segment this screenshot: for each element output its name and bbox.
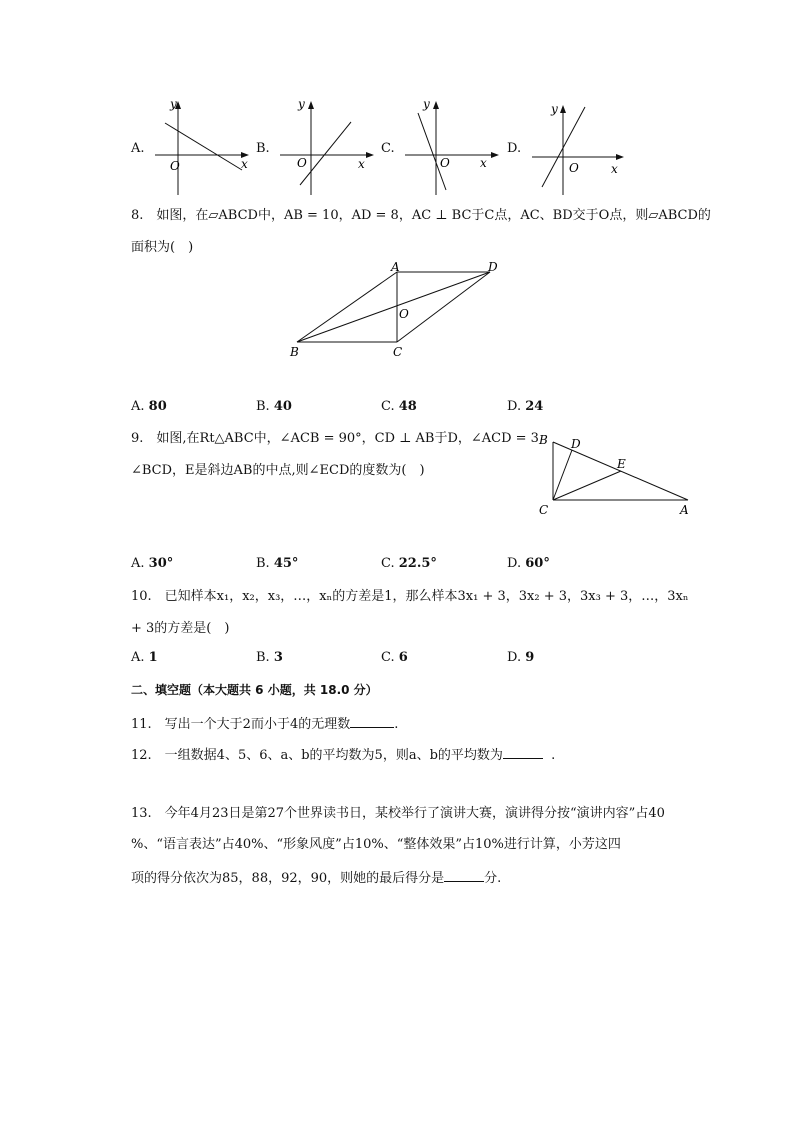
q13-text: 项的得分依次为85，88，92，90，则她的最后得分是 [131,871,445,886]
vertex-b-label: B [290,345,299,359]
axis-y-label: y [170,97,177,111]
q7-graph-c [400,95,505,200]
q9-option-d: D. 60° [507,556,550,571]
q13-end: 分. [484,871,502,886]
q7-option-a-label: A. [131,141,145,156]
q9-triangle-figure [535,430,700,520]
q12-end: . [551,748,556,763]
q12-text: 12. 一组数据4、5、6、a、b的平均数为5，则a、b的平均数为 [131,748,503,763]
vertex-a-label: A [391,260,400,274]
q10-option-d: D. 9 [507,650,535,665]
origin-label: O [170,159,180,173]
q7-option-c-label: C. [381,141,395,156]
q7-option-d-label: D. [507,141,522,156]
q8-option-a: A. 80 [131,399,167,414]
point-d-label: D [571,437,581,451]
q7-graph-b [275,95,380,200]
axis-x-label: x [611,162,618,176]
q7-options [0,95,794,205]
q7-graph-a [150,95,255,200]
q10-stem-line1: 10. 已知样本x₁，x₂，x₃，…，xₙ的方差是1，那么样本3x₁ + 3，3x₂ + 3，3x₃ + 3，…，3xₙ [131,589,689,604]
q10-stem-line2: + 3的方差是( ) [131,621,230,636]
q13-stem-line3 [131,867,501,888]
section-heading: 二、填空题（本大题共 6 小题，共 18.0 分） [131,683,378,697]
q12-answer-blank[interactable] [503,744,543,759]
q10-option-c: C. 6 [381,650,408,665]
q9-stem-line1: 9. 如图,在Rt△ABC中，∠ACB = 90°，CD ⊥ AB于D，∠ACD = 3 [131,431,539,446]
q11-end: . [394,717,399,732]
axis-y-label: y [423,97,430,111]
q8-option-d: D. 24 [507,399,544,414]
vertex-c-label: C [393,345,403,359]
point-o-label: O [399,307,409,321]
q9-option-b: B. 45° [256,556,299,571]
axis-x-label: x [358,157,365,171]
q13-stem-line1: 13. 今年4月23日是第27个世界读书日，某校举行了演讲大赛，演讲得分按“演讲内容”占40 [131,806,665,821]
q12-stem [131,744,555,765]
vertex-b-label: B [539,433,548,447]
q11-stem [131,713,398,734]
q11-text: 11. 写出一个大于2而小于4的无理数 [131,717,351,732]
q13-stem-line2: %、“语言表达”占40%、“形象风度”占10%、“整体效果”占10%进行计算，小芳这四 [131,837,621,852]
q10-option-a: A. 1 [131,650,158,665]
q7-graph-d [525,95,630,200]
q8-stem-line1: 8. 如图，在▱ABCD中，AB = 10，AD = 8，AC ⊥ BC于C点，AC、BD交于O点，则▱ABCD的 [131,208,711,223]
vertex-d-label: D [488,260,498,274]
q9-stem-line2: ∠BCD，E是斜边AB的中点,则∠ECD的度数为( ) [131,463,425,478]
q8-options [0,399,794,419]
axis-x-label: x [480,156,487,170]
origin-label: O [297,156,307,170]
q10-options [0,650,794,670]
q11-answer-blank[interactable] [350,713,394,728]
q8-option-b: B. 40 [256,399,292,414]
origin-label: O [569,161,579,175]
point-e-label: E [617,457,626,471]
axis-y-label: y [551,102,558,116]
axis-y-label: y [298,97,305,111]
axis-x-label: x [241,157,248,171]
q10-option-b: B. 3 [256,650,283,665]
q7-option-b-label: B. [256,141,270,156]
q8-parallelogram-figure [285,260,505,362]
q8-stem-line2: 面积为( ) [131,240,194,255]
q13-answer-blank[interactable] [444,867,484,882]
origin-label: O [440,156,450,170]
vertex-a-label: A [680,503,689,517]
q8-option-c: C. 48 [381,399,417,414]
q9-options [0,556,794,576]
vertex-c-label: C [539,503,549,517]
q9-option-a: A. 30° [131,556,174,571]
q9-option-c: C. 22.5° [381,556,437,571]
